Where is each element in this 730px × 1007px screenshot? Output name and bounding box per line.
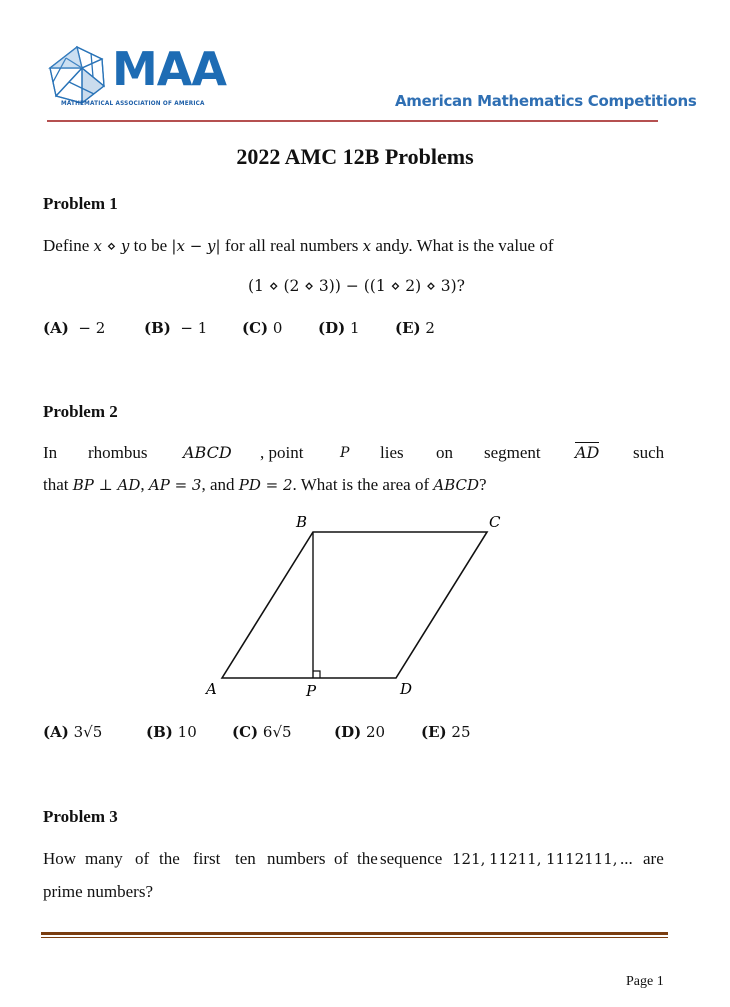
- p1-choice-e: [395, 319, 435, 337]
- problem-3-heading: Problem 3: [43, 807, 118, 826]
- p3-word: of: [334, 849, 349, 868]
- organization-name: MATHEMATICAL ASSOCIATION OF AMERICA: [61, 101, 205, 107]
- choice-value: 3√5: [73, 723, 103, 741]
- choice-value: 6√5: [262, 723, 292, 741]
- choice-label: (A): [43, 319, 69, 337]
- choice-value: 1: [349, 319, 360, 337]
- p2-word: on: [436, 443, 453, 462]
- p2-text: that: [43, 475, 69, 494]
- vertex-label-b: B: [296, 513, 308, 531]
- page-title: 2022 AMC 12B Problems: [236, 144, 474, 169]
- problem-3-line-2: prime numbers?: [43, 882, 153, 901]
- p1-math: x ⋄ y: [93, 237, 130, 255]
- p1-text: to be: [133, 236, 168, 255]
- footer-rule-thin: [41, 937, 668, 938]
- p2-math: ABCD: [433, 476, 479, 494]
- p2-math: PD = 2: [238, 476, 293, 494]
- p2-math: ABCD: [183, 443, 232, 462]
- vertex-label-d: D: [400, 680, 413, 698]
- point-label-p: P: [306, 682, 317, 700]
- maa-logo-text: MAA: [112, 42, 226, 96]
- p3-seq: 121,: [452, 850, 486, 868]
- choice-label: (C): [242, 319, 269, 337]
- rhombus-diagram: [200, 510, 520, 706]
- p2-choice-a: [43, 723, 102, 741]
- p2-choice-e: [421, 723, 471, 741]
- p3-seq: 11211,: [489, 850, 542, 868]
- p1-choice-c: [242, 319, 282, 337]
- problem-1-line-1: [43, 236, 554, 256]
- rhombus-outline: [222, 532, 487, 678]
- p3-word: of: [135, 849, 150, 868]
- choice-label: (E): [421, 723, 447, 741]
- p2-choice-d: [334, 723, 385, 741]
- p2-math: BP ⊥ AD: [72, 476, 141, 494]
- p2-math: P: [340, 445, 350, 461]
- page-number: Page 1: [626, 974, 664, 989]
- p1-math: y: [399, 237, 409, 255]
- p2-word: rhombus: [88, 443, 148, 462]
- choice-label: (B): [146, 723, 173, 741]
- p1-choice-b: [144, 319, 207, 337]
- choice-label: (D): [334, 723, 362, 741]
- p1-math: |x − y|: [171, 237, 221, 255]
- right-angle-marker: [313, 671, 320, 678]
- p2-text: . What is the area of: [292, 475, 430, 494]
- choice-label: (E): [395, 319, 421, 337]
- p2-word: lies: [380, 443, 404, 462]
- p3-word: sequence: [380, 849, 443, 868]
- p1-text: and: [375, 236, 400, 255]
- choice-value: 10: [177, 723, 197, 741]
- problem-1-expression: (1 ⋄ (2 ⋄ 3)) − ((1 ⋄ 2) ⋄ 3)?: [248, 277, 465, 295]
- problem-1-heading: Problem 1: [43, 194, 118, 213]
- p3-word: the: [159, 849, 180, 868]
- p2-choice-b: [146, 723, 197, 741]
- p2-word: segment: [484, 443, 541, 462]
- footer-rule: [41, 932, 668, 935]
- p2-text: ,: [140, 475, 145, 494]
- choice-label: (A): [43, 723, 69, 741]
- p2-math: AP = 3: [148, 476, 202, 494]
- choice-value: − 1: [180, 319, 208, 337]
- p1-text: . What is the value of: [408, 236, 554, 255]
- choice-value: 25: [451, 723, 471, 741]
- p3-word: How: [43, 849, 77, 868]
- p1-text: for all real numbers: [224, 236, 359, 255]
- p2-text: ?: [479, 475, 487, 494]
- problem-2-line-2: [43, 475, 487, 495]
- p3-word: first: [193, 849, 221, 868]
- p1-choice-a: [43, 319, 105, 337]
- p3-word: are: [643, 849, 664, 868]
- p3-word: ten: [235, 849, 256, 868]
- choice-label: (D): [318, 319, 346, 337]
- p2-word: , point: [260, 443, 304, 462]
- choice-label: (C): [232, 723, 259, 741]
- problem-2-heading: Problem 2: [43, 402, 118, 421]
- p1-math: x: [362, 237, 372, 255]
- maa-logo-icon: [46, 44, 108, 106]
- p1-text: Define: [43, 236, 90, 255]
- p3-word: the: [357, 849, 378, 868]
- p2-word: In: [43, 443, 58, 462]
- choice-value: 2: [425, 319, 435, 337]
- vertex-label-c: C: [489, 513, 501, 531]
- header-rule: [47, 120, 658, 122]
- p2-math-overline: AD: [575, 443, 600, 462]
- p2-word: such: [633, 443, 665, 462]
- choice-value: 0: [272, 319, 283, 337]
- choice-value: 20: [365, 723, 386, 741]
- competitions-title: American Mathematics Competitions: [395, 92, 697, 110]
- p2-choice-c: [232, 723, 292, 741]
- choice-label: (B): [144, 319, 171, 337]
- choice-value: − 2: [78, 319, 106, 337]
- vertex-label-a: A: [206, 680, 217, 698]
- p3-word: many: [85, 849, 123, 868]
- p2-text: , and: [201, 475, 235, 494]
- p3-word: numbers: [267, 849, 326, 868]
- p3-word: ...: [620, 849, 633, 868]
- p1-choice-d: [318, 319, 360, 337]
- p3-seq: 1112111,: [546, 850, 618, 868]
